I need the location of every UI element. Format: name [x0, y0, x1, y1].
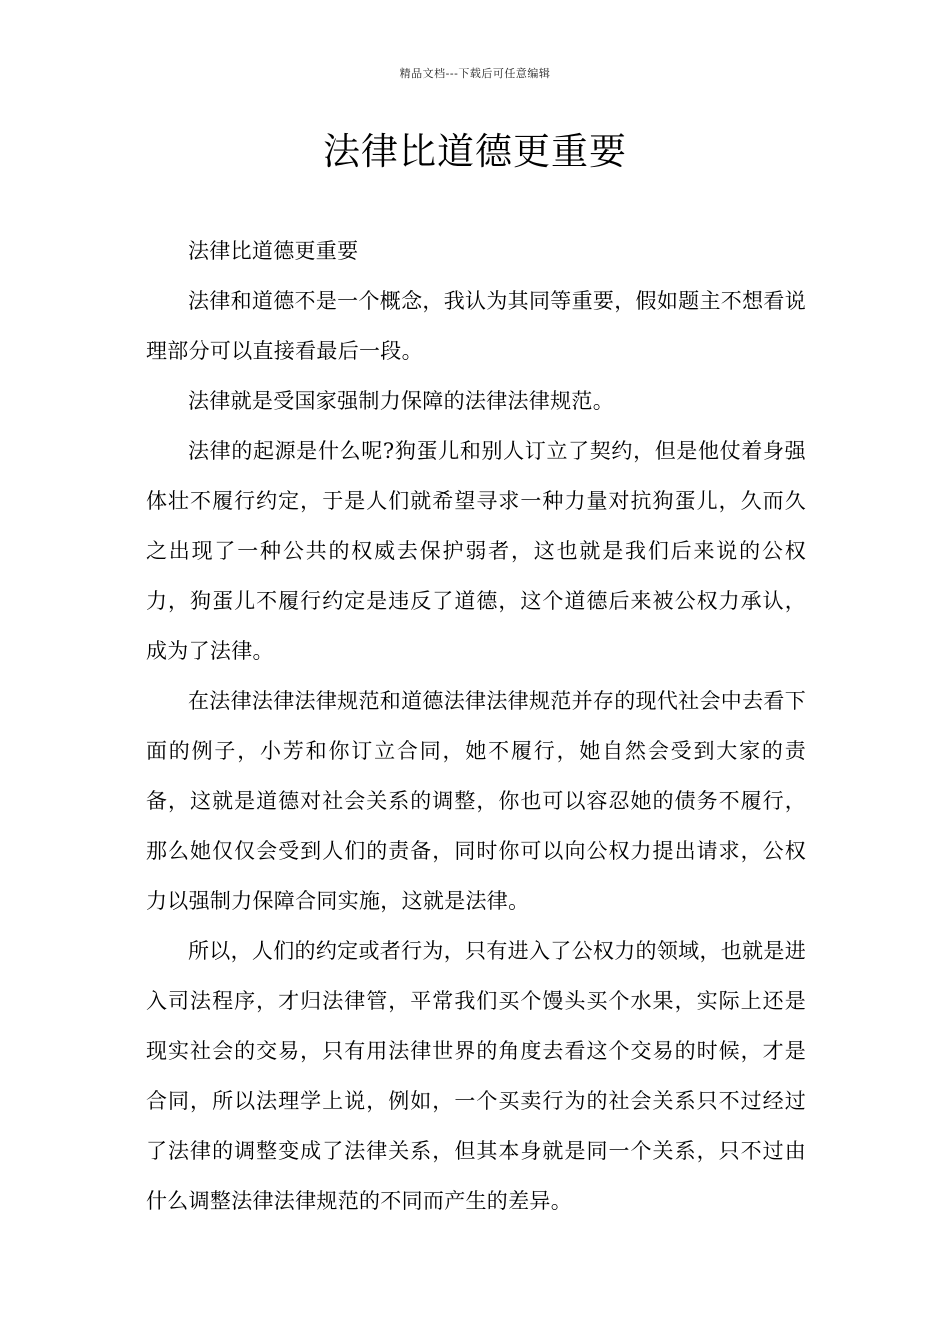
paragraph: 法律和道德不是一个概念，我认为其同等重要，假如题主不想看说理部分可以直接看最后一段。: [146, 289, 806, 363]
paragraph-subtitle: 法律比道德更重要: [188, 239, 359, 263]
paragraph: 所以，人们的约定或者行为，只有进入了公权力的领域，也就是进入司法程序，才归法律管，平常我们买个馒头买个水果，实际上还是现实社会的交易，只有用法律世界的角度去看这个交易的时候，才是合同，所以法理学上说，例如，一个买卖行为的社会关系只不过经过了法律的调整变成了法律关系，但其本身就是同一个关系，只不过由什么调整法律法律规范的不同而产生的差异。: [146, 939, 806, 1213]
paragraph: 法律的起源是什么呢?狗蛋儿和别人订立了契约，但是他仗着身强体壮不履行约定，于是人们就希望寻求一种力量对抗狗蛋儿，久而久之出现了一种公共的权威去保护弱者，这也就是我们后来说的公权力，狗蛋儿不履行约定是违反了道德，这个道德后来被公权力承认，成为了法律。: [146, 439, 806, 663]
header-note: 精品文档---下载后可任意编辑: [399, 67, 551, 80]
paragraph: 在法律法律法律规范和道德法律法律规范并存的现代社会中去看下面的例子，小芳和你订立合同，她不履行，她自然会受到大家的责备，这就是道德对社会关系的调整，你也可以容忍她的债务不履行，那么她仅仅会受到人们的责备，同时你可以向公权力提出请求，公权力以强制力保障合同实施，这就是法律。: [146, 689, 806, 913]
paragraph: 法律就是受国家强制力保障的法律法律规范。: [188, 389, 614, 413]
document-body: [146, 226, 806, 1226]
document-title: 法律比道德更重要: [323, 130, 627, 173]
